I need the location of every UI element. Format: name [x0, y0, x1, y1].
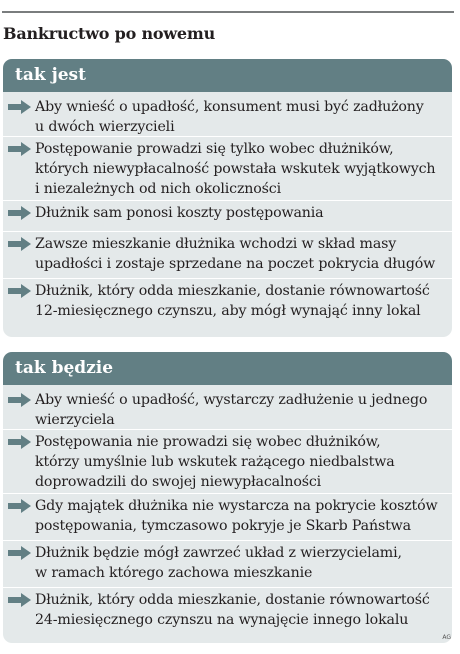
text-line: Postępowanie prowadzi się tylko wobec dłużników,	[35, 141, 394, 157]
list-item	[3, 278, 452, 331]
text-line: u dwóch wierzycieli	[35, 119, 175, 135]
section-header: tak jest	[3, 59, 452, 92]
arrow-right-icon	[8, 393, 31, 407]
text-line: postępowania, tymczasowo pokryje je Skarb Państwa	[35, 518, 411, 534]
section-current-law	[3, 59, 452, 337]
arrow-right-icon	[8, 284, 31, 298]
list-item	[3, 136, 452, 201]
text-line: doprowadzili do swojej niewypłacalności	[35, 474, 322, 490]
text-line: Dłużnik, który odda mieszkanie, dostanie równowartość	[35, 592, 430, 608]
top-rule	[2, 11, 454, 13]
arrow-right-icon	[8, 546, 31, 560]
arrow-right-icon	[8, 435, 31, 449]
list-item-text	[35, 139, 446, 199]
text-line: 24-miesięcznego czynszu na wynajęcie innego lokalu	[35, 612, 409, 628]
list-item-text	[35, 496, 446, 536]
arrow-right-icon	[8, 499, 31, 513]
text-line: upadłości i zostaje sprzedane na poczet pokrycia długów	[35, 256, 436, 272]
text-line: Aby wnieść o upadłość, wystarczy zadłużenie u jednego	[35, 392, 428, 408]
list-item-text	[35, 390, 446, 430]
list-item	[3, 388, 452, 429]
text-line: Zawsze mieszkanie dłużnika wchodzi w skład masy	[35, 236, 397, 252]
text-line: których niewypłacalność powstała wskutek wyjątkowych	[35, 161, 436, 177]
text-line: 12-miesięcznego czynszu, aby mógł wynająć inny lokal	[35, 303, 421, 319]
list-item	[3, 429, 452, 494]
list-item	[3, 231, 452, 279]
list-item-text	[35, 234, 446, 274]
list-item	[3, 493, 452, 541]
arrow-right-icon	[8, 100, 31, 114]
list-item	[3, 200, 452, 232]
list-item-text	[35, 432, 446, 492]
list-item-text	[35, 281, 446, 321]
section-new-law	[3, 352, 452, 643]
arrow-right-icon	[8, 206, 31, 220]
arrow-right-icon	[8, 142, 31, 156]
text-line: Postępowania nie prowadzi się wobec dłużników,	[35, 434, 381, 450]
list-item	[3, 587, 452, 640]
arrow-right-icon	[8, 593, 31, 607]
credit-initials: AG	[442, 634, 451, 641]
list-item-text	[35, 97, 446, 137]
section-header: tak będzie	[3, 352, 452, 385]
text-line: i niezależnych od nich okoliczności	[35, 181, 281, 197]
list-item-text	[35, 203, 446, 223]
text-line: wierzyciela	[35, 412, 115, 428]
text-line: Dłużnik sam ponosi koszty postępowania	[35, 205, 324, 221]
text-line: Dłużnik, który odda mieszkanie, dostanie równowartość	[35, 283, 430, 299]
list-item	[3, 540, 452, 588]
list-item-text	[35, 543, 446, 583]
text-line: Gdy majątek dłużnika nie wystarcza na pokrycie kosztów	[35, 498, 438, 514]
arrow-right-icon	[8, 237, 31, 251]
text-line: Dłużnik będzie mógł zawrzeć układ z wierzycielami,	[35, 545, 402, 561]
list-item-text	[35, 590, 446, 630]
list-item	[3, 95, 452, 136]
page-title: Bankructwo po nowemu	[3, 24, 216, 43]
text-line: w ramach którego zachowa mieszkanie	[35, 565, 313, 581]
text-line: Aby wnieść o upadłość, konsument musi być zadłużony	[35, 99, 424, 115]
text-line: którzy umyślnie lub wskutek rażącego niedbalstwa	[35, 454, 395, 470]
